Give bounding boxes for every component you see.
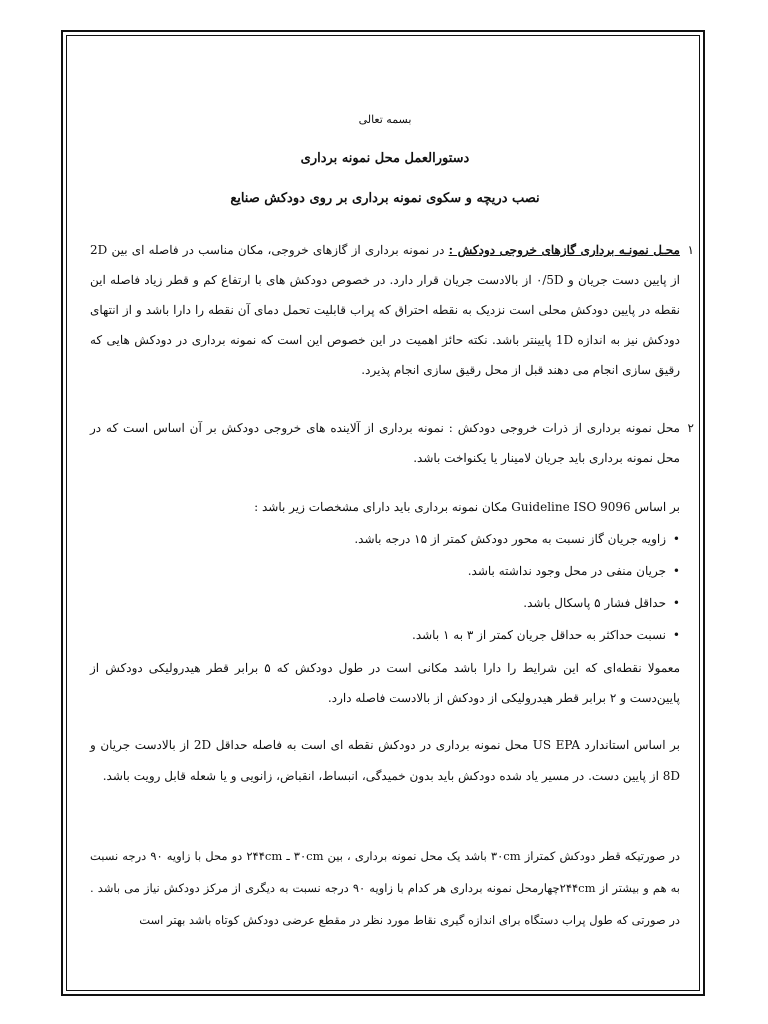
section-1-number: ۱ <box>687 243 694 257</box>
bullet-item: • نسبت حداکثر به حداقل جریان کمتر از ۳ به ۱ باشد. <box>90 619 666 651</box>
section-1-text: در نمونه برداری از گازهای خروجی، مکان مناسب در فاصله ای بین 2D از پایین دست جریان و ۰/5D از بالادست جریان قرار دارد. در خصوص دودکش های با ارتفاع کم و قطر زیاد فاصله این نقطه در پایین دودکش محلی است نزدیک به نقطه احتراق که پراب قابلیت تحمل دمای آن نقطه را دارا باشد و از انتهای دودکش نیز به اندازه 1D پایینتر باشد. نکته حائز اهمیت در این خصوص این است که نمونه برداری در دودکش هایی که رقیق سازی انجام می دهند قبل از محل رقیق سازی انجام پذیرد. <box>90 243 680 377</box>
basmala: بسمه تعالی <box>358 113 412 126</box>
bullet-item: • زاویه جریان گاز نسبت به محور دودکش کمتر از ۱۵ درجه باشد. <box>90 523 666 555</box>
document-title: دستورالعمل محل نمونه برداری <box>300 151 470 166</box>
guideline-bullets <box>90 523 680 651</box>
guideline-after: معمولا نقطه‌ای که این شرایط را دارا باشد مکانی است در طول دودکش که ۵ برابر قطر هیدرولیکی دودکش از پایین‌دست و ۲ برابر قطر هیدرولیکی از دودکش از بالادست فاصله دارد. <box>90 661 680 705</box>
guideline-intro: بر اساس Guideline ISO 9096 مکان نمونه برداری باید دارای مشخصات زیر باشد : <box>254 500 680 514</box>
section-2-text: محل نمونه برداری از ذرات خروجی دودکش : نمونه برداری از آلاینده های خروجی دودکش بر آن اساس است که در محل نمونه برداری باید جریان لامینار یا یکنواخت باشد. <box>90 421 680 465</box>
document-page <box>90 100 694 980</box>
bullet-item: • جریان منفی در محل وجود نداشته باشد. <box>90 555 666 587</box>
section-2 <box>90 413 694 473</box>
document-subtitle: نصب دریچه و سکوی نمونه برداری بر روی دودکش صنایع <box>230 191 540 206</box>
us-epa-paragraph: بر اساس استاندارد US EPA محل نمونه برداری در دودکش نقطه ای است به فاصله حداقل 2D از بالادست جریان و 8D از پایین دست. در مسیر یاد شده دودکش باید بدون خمیدگی، انبساط، انقباض، زانویی و یا شعله قابل رویت باشد. <box>90 738 681 783</box>
section-1 <box>90 235 694 385</box>
bullet-item: • حداقل فشار ۵ پاسکال باشد. <box>90 587 666 619</box>
last-paragraph: در صورتیکه قطر دودکش کمتراز ۳۰cm باشد یک محل نمونه برداری ، بین ۳۰cm ـ ۲۴۴cm دو محل با زاویه ۹۰ درجه نسبت به هم و بیشتر از ۲۴۴cmچهارمحل نمونه برداری هر کدام با زاویه ۹۰ درجه نسبت به دیگری از مرکز دودکش نیاز می باشد . در صورتی که طول پراب دستگاه برای اندازه گیری نقاط مورد نظر در مقطع عرضی دودکش کوتاه باشد بهتر است <box>90 849 681 927</box>
section-1-heading: محـل نمونـه برداری گازهای خروجی دودکش : <box>448 243 680 257</box>
section-2-number: ۲ <box>687 421 694 435</box>
